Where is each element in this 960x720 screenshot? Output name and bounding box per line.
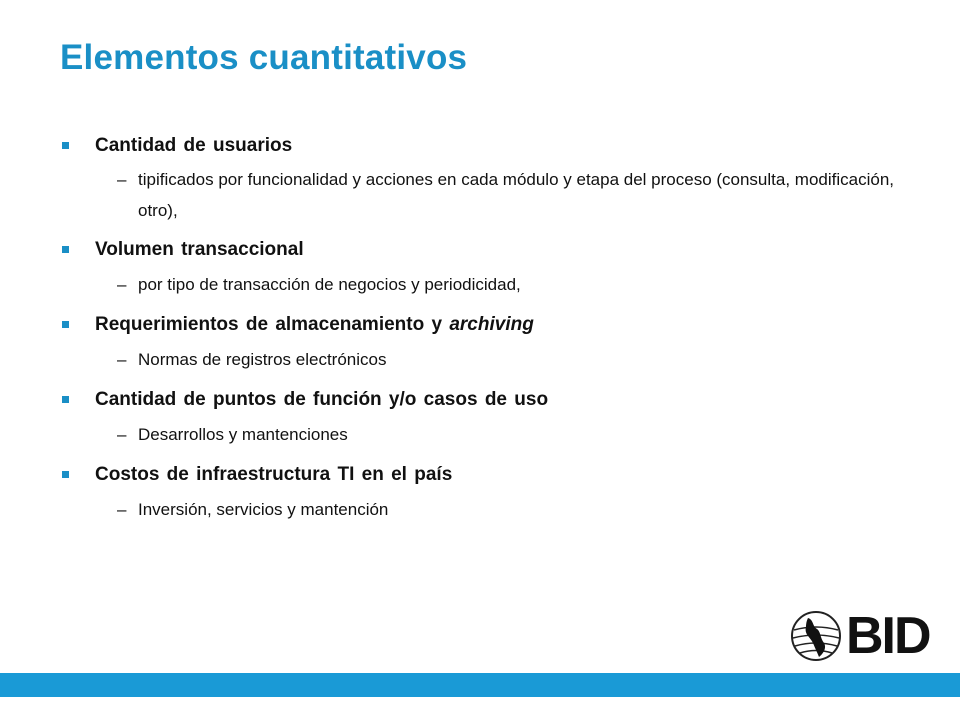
sub-item-text: por tipo de transacción de negocios y periodicidad, [138,275,521,294]
dash-marker: – [117,500,127,519]
sub-item-text: tipificados por funcionalidad y acciones en cada módulo y etapa del proceso (consulta, modificación, otro), [138,170,895,220]
footer-bar [0,673,960,697]
bullet-label: Volumen transaccional [95,239,304,260]
bullet-label: Requerimientos de almacenamiento y [95,314,450,335]
square-bullet-icon [62,246,69,253]
logo-text: BID [846,607,930,665]
sub-item [60,493,900,526]
page-title: Elementos cuantitativos [60,38,468,77]
list-item [60,457,900,493]
list-item [60,382,900,418]
bid-logo [790,607,930,665]
dash-marker: – [117,425,127,444]
bullet-label: Cantidad de puntos de función y/o casos de uso [95,389,549,410]
dash-marker: – [117,350,127,369]
sub-item [60,164,900,226]
square-bullet-icon [62,321,69,328]
sub-item [60,418,900,451]
list-item [60,307,900,343]
list-item [60,232,900,268]
dash-marker: – [117,275,127,294]
list-item [60,128,900,164]
square-bullet-icon [62,396,69,403]
globe-icon [790,610,842,662]
bullet-label: Cantidad de usuarios [95,135,293,156]
bullet-label: Costos de infraestructura TI en el país [95,464,453,485]
square-bullet-icon [62,142,69,149]
sub-item [60,343,900,376]
sub-item [60,268,900,301]
bullet-list [60,128,900,532]
square-bullet-icon [62,471,69,478]
dash-marker: – [117,170,127,189]
sub-item-text: Desarrollos y mantenciones [138,425,348,444]
sub-item-text: Normas de registros electrónicos [138,350,387,369]
sub-item-text: Inversión, servicios y mantención [138,500,389,519]
bullet-label-emphasis: archiving [449,314,534,335]
